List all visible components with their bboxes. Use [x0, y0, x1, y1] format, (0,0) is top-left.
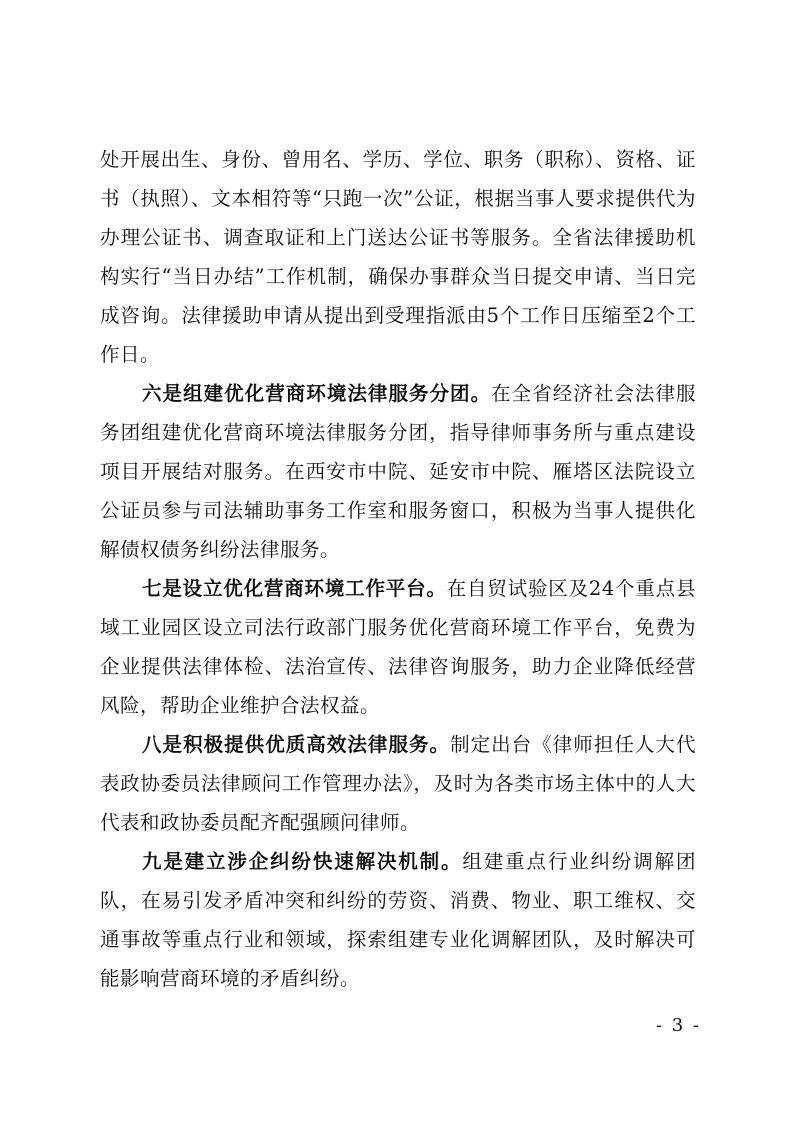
- paragraph-text: 制定出台《律师担任人大代表政协委员法律顾问工作管理办法》，及时为各类市场主体中的人大代表和政协委员配齐配强顾问律师。: [100, 733, 696, 834]
- paragraph-six: [100, 374, 696, 569]
- paragraph-lead: 八是积极提供优质高效法律服务。: [142, 733, 451, 756]
- page-number: - 3 -: [655, 1015, 701, 1036]
- paragraph-nine: [100, 842, 696, 998]
- paragraph-lead: 七是设立优化营商环境工作平台。: [142, 577, 447, 600]
- paragraph-lead: 九是建立涉企纠纷快速解决机制。: [142, 850, 463, 873]
- paragraph-continuation: [100, 140, 696, 374]
- paragraph-text: 处开展出生、身份、曾用名、学历、学位、职务（职称）、资格、证书（执照）、文本相符等“只跑一次”公证，根据当事人要求提供代为办理公证书、调查取证和上门送达公证书等服务。全省法律援助机构实行“当日办结”工作机制，确保办事群众当日提交申请、当日完成咨询。法律援助申请从提出到受理指派由5个工作日压缩至2个工作日。: [100, 148, 696, 366]
- paragraph-text: 在自贸试验区及24个重点县域工业园区设立司法行政部门服务优化营商环境工作平台，免费为企业提供法律体检、法治宣传、法律咨询服务，助力企业降低经营风险，帮助企业维护合法权益。: [100, 577, 696, 717]
- paragraph-eight: [100, 725, 696, 842]
- paragraph-seven: [100, 569, 696, 725]
- paragraph-text: 组建重点行业纠纷调解团队，在易引发矛盾冲突和纠纷的劳资、消费、物业、职工维权、交通事故等重点行业和领域，探索组建专业化调解团队，及时解决可能影响营商环境的矛盾纠纷。: [100, 850, 696, 990]
- paragraph-lead: 六是组建优化营商环境法律服务分团。: [142, 382, 492, 405]
- paragraph-text: 在全省经济社会法律服务团组建优化营商环境法律服务分团，指导律师事务所与重点建设项目开展结对服务。在西安市中院、延安市中院、雁塔区法院设立公证员参与司法辅助事务工作室和服务窗口，积极为当事人提供化解债权债务纠纷法律服务。: [100, 382, 696, 561]
- document-body: [100, 140, 696, 998]
